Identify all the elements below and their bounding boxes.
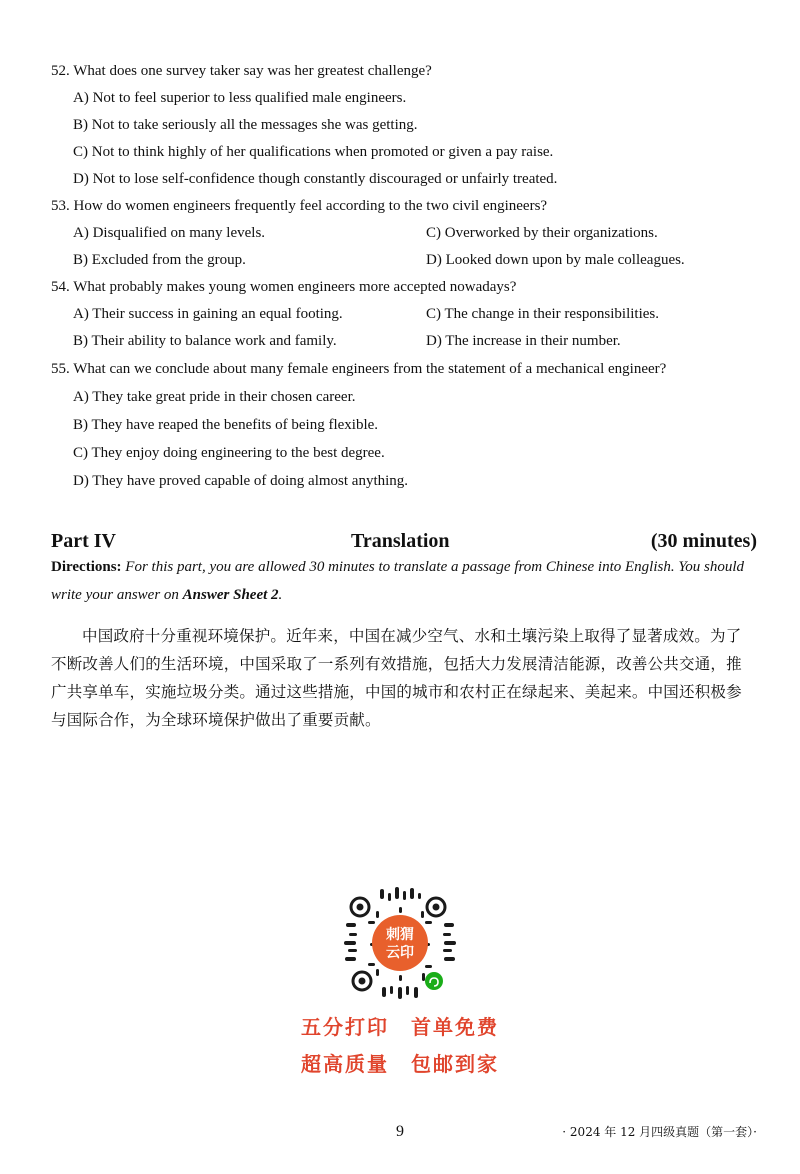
question-54-option-d: D) The increase in their number. (426, 333, 621, 349)
answer-sheet-ref: Answer Sheet 2 (182, 587, 279, 603)
directions-label: Directions: (51, 559, 122, 575)
question-54-option-b: B) Their ability to balance work and family. (73, 333, 337, 349)
qr-logo-line1: 刺猬 (386, 927, 414, 943)
question-52-option-b: B) Not to take seriously all the messages she was getting. (73, 117, 418, 133)
question-52-option-c: C) Not to think highly of her qualifications when promoted or given a pay raise. (73, 144, 554, 160)
promo-line-2: 超高质量 包邮到家 (301, 1052, 499, 1076)
question-53-stem: 53. How do women engineers frequently feel according to the two civil engineers? (51, 198, 548, 214)
question-55-option-b: B) They have reaped the benefits of being flexible. (73, 417, 379, 433)
question-55-option-c: C) They enjoy doing engineering to the best degree. (73, 445, 385, 461)
footer-tag: · 2024 年 12 月四级真题（第一套）· (562, 1125, 757, 1139)
qr-code[interactable] (340, 883, 460, 1003)
part-header (51, 528, 757, 554)
question-55-option-a: A) They take great pride in their chosen career. (73, 389, 356, 405)
mini-program-icon (425, 972, 443, 990)
part-label: Part IV (51, 530, 116, 552)
question-55-stem: 55. What can we conclude about many female engineers from the statement of a mechanical engineer? (51, 361, 667, 377)
qr-logo-circle (372, 915, 428, 971)
question-53-option-c: C) Overworked by their organizations. (426, 225, 658, 241)
promo-line-1: 五分打印 首单免费 (301, 1015, 499, 1039)
question-53-option-d: D) Looked down upon by male colleagues. (426, 252, 685, 268)
question-52-option-d: D) Not to lose self-confidence though constantly discouraged or unfairly treated. (73, 171, 558, 187)
question-54-option-a: A) Their success in gaining an equal footing. (73, 306, 343, 322)
question-53-option-a: A) Disqualified on many levels. (73, 225, 266, 241)
translation-passage: 中国政府十分重视环境保护。近年来，中国在减少空气、水和土壤污染上取得了显著成效。为了不断改善人们的生活环境，中国采取了一系列有效措施，包括大力发展清洁能源，改善公共交通，推广共享单车，实施垃圾分类。通过这些措施，中国的城市和农村正在绿起来、美起来。中国还积极参与国际合作，为全球环境保护做出了重要贡献。 (51, 627, 742, 729)
question-54-option-c: C) The change in their responsibilities. (426, 306, 660, 322)
directions-text: For this part, you are allowed 30 minutes to translate a passage from Chinese into English. You should write your answer on (51, 559, 745, 603)
page-number: 9 (396, 1123, 404, 1140)
qr-logo-line2: 云印 (386, 945, 414, 961)
qr-code-graphic (340, 883, 460, 1003)
question-52-option-a: A) Not to feel superior to less qualified male engineers. (73, 90, 407, 106)
part-title: Translation (351, 530, 450, 552)
question-53-option-b: B) Excluded from the group. (73, 252, 246, 268)
part-time: (30 minutes) (650, 530, 757, 552)
directions (51, 553, 757, 609)
question-54-stem: 54. What probably makes young women engineers more accepted nowadays? (51, 279, 517, 295)
directions-end: . (278, 587, 283, 603)
question-52-stem: 52. What does one survey taker say was her greatest challenge? (51, 63, 432, 79)
question-55-option-d: D) They have proved capable of doing almost anything. (73, 473, 409, 489)
